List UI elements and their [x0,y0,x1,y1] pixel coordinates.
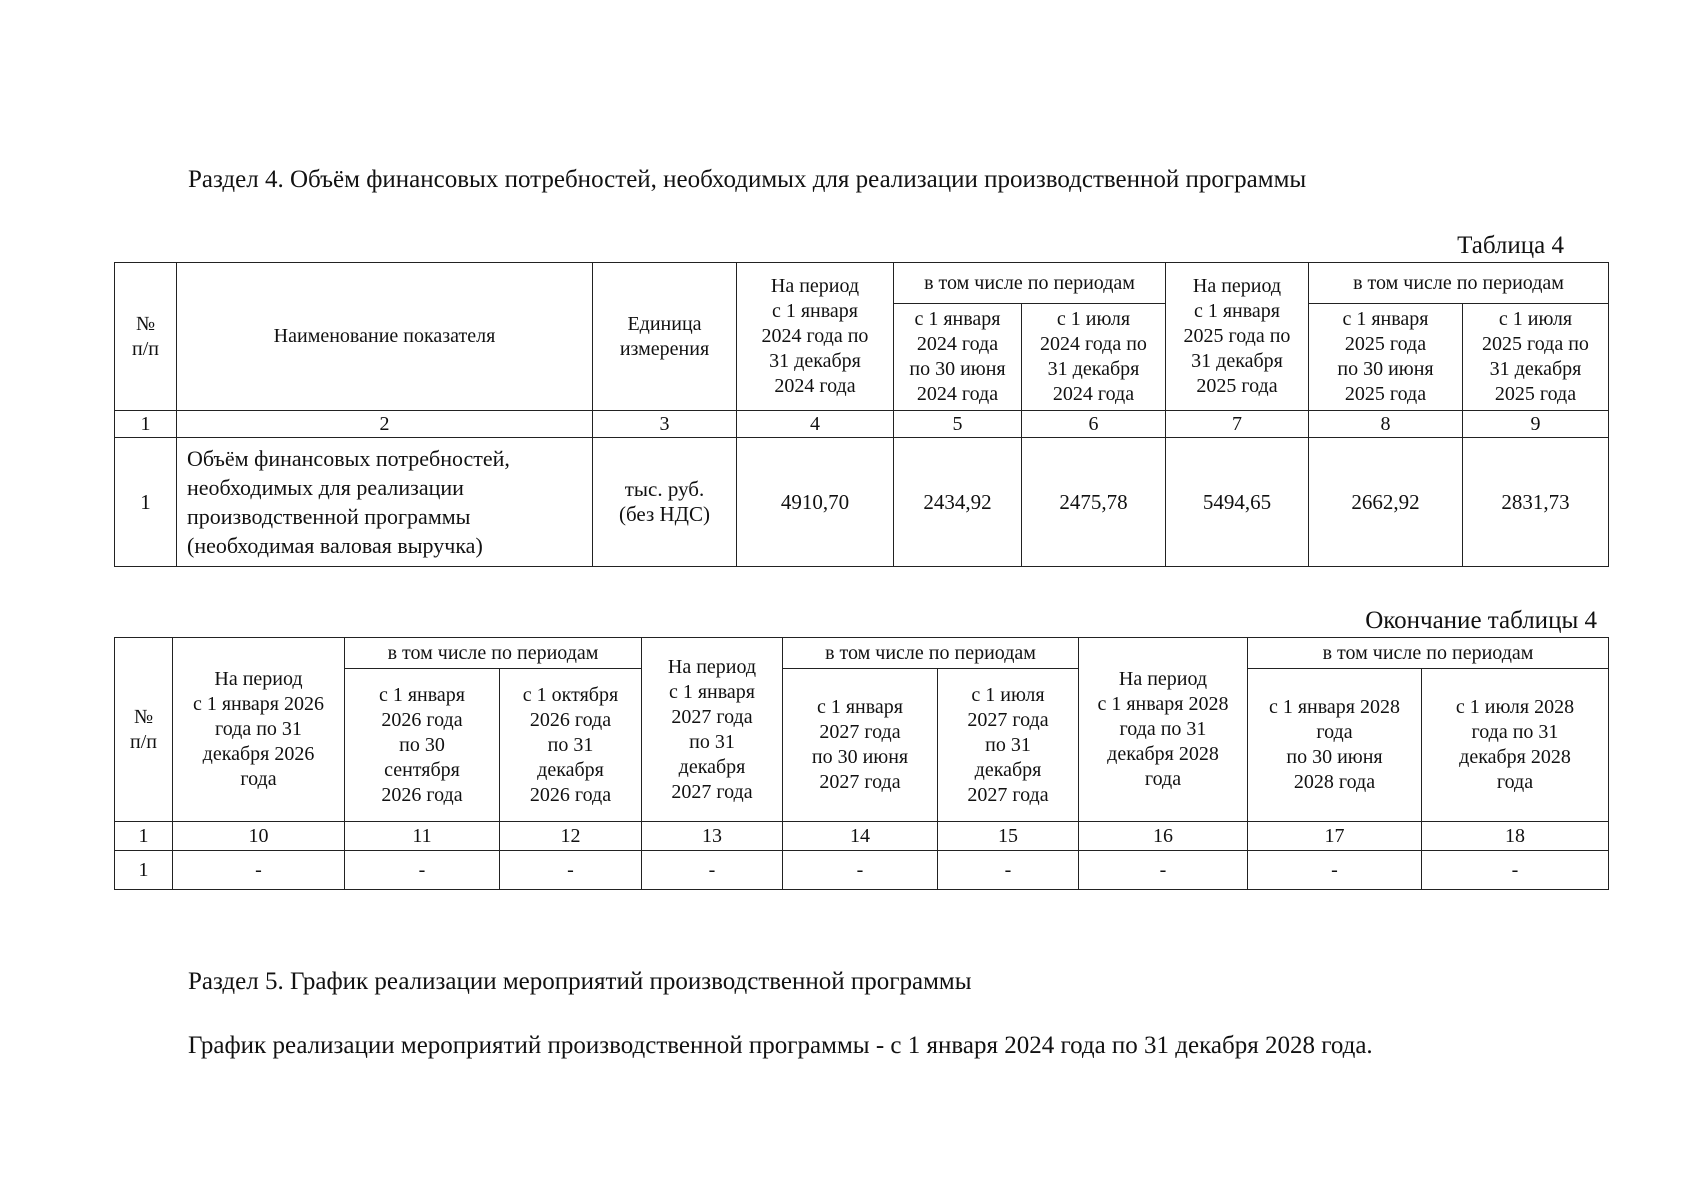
column-number: 4 [737,411,894,438]
header-period-2024: На период с 1 января 2024 года по 31 декабря 2024 года [737,263,894,411]
column-number: 8 [1309,411,1463,438]
section-5-heading: Раздел 5. График реализации мероприятий производственной программы [188,968,972,995]
section-5-text: График реализации мероприятий производственной программы - с 1 января 2024 года по 31 декабря 2028 года. [188,1032,1373,1059]
column-number-row [115,822,1609,851]
header-unit: Единица измерения [593,263,737,411]
row-num: 1 [115,851,173,890]
column-number: 16 [1079,822,1248,851]
value-period-2026: - [173,851,345,890]
value-h1-2027: - [783,851,938,890]
column-number: 14 [783,822,938,851]
header-including-2024: в том числе по периодам [894,263,1166,304]
header-including-2025: в том числе по периодам [1309,263,1609,304]
column-number: 1 [115,822,173,851]
value-period-2024: 4910,70 [737,438,894,567]
value-h1-2024: 2434,92 [894,438,1022,567]
table-row [115,851,1609,890]
value-h1-2028: - [1248,851,1422,890]
table-4-end-caption: Окончание таблицы 4 [1365,607,1597,634]
row-indicator-name: Объём финансовых потребностей, необходимых для реализации производственной программы (необходимая валовая выручка) [177,438,593,567]
column-number-row [115,411,1609,438]
header-h2-2024: с 1 июля 2024 года по 31 декабря 2024 года [1022,304,1166,411]
section-4-heading: Раздел 4. Объём финансовых потребностей, необходимых для реализации производственной программы [188,166,1307,193]
header-q1-2026: с 1 января 2026 года по 30 сентября 2026 года [345,669,500,822]
row-num: 1 [115,438,177,567]
header-q2-2026: с 1 октября 2026 года по 31 декабря 2026 года [500,669,642,822]
header-period-2027: На период с 1 января 2027 года по 31 декабря 2027 года [642,638,783,822]
value-q2-2026: - [500,851,642,890]
header-h2-2027: с 1 июля 2027 года по 31 декабря 2027 года [938,669,1079,822]
value-period-2025: 5494,65 [1166,438,1309,567]
column-number: 9 [1463,411,1609,438]
column-number: 11 [345,822,500,851]
value-h2-2025: 2831,73 [1463,438,1609,567]
table-4-caption: Таблица 4 [1457,232,1564,259]
column-number: 7 [1166,411,1309,438]
header-h2-2028: с 1 июля 2028 года по 31 декабря 2028 года [1422,669,1609,822]
header-indicator-name: Наименование показателя [177,263,593,411]
header-h1-2024: с 1 января 2024 года по 30 июня 2024 года [894,304,1022,411]
value-h2-2028: - [1422,851,1609,890]
header-num: № п/п [115,263,177,411]
header-h1-2027: с 1 января 2027 года по 30 июня 2027 года [783,669,938,822]
value-h2-2024: 2475,78 [1022,438,1166,567]
value-h2-2027: - [938,851,1079,890]
column-number: 2 [177,411,593,438]
table-4 [114,262,1609,567]
column-number: 6 [1022,411,1166,438]
column-number: 18 [1422,822,1609,851]
header-h1-2028: с 1 января 2028 года по 30 июня 2028 года [1248,669,1422,822]
header-period-2025: На период с 1 января 2025 года по 31 декабря 2025 года [1166,263,1309,411]
header-including-2026: в том числе по периодам [345,638,642,669]
row-unit: тыс. руб. (без НДС) [593,438,737,567]
value-period-2027: - [642,851,783,890]
column-number: 13 [642,822,783,851]
value-q1-2026: - [345,851,500,890]
header-period-2028: На период с 1 января 2028 года по 31 декабря 2028 года [1079,638,1248,822]
header-h2-2025: с 1 июля 2025 года по 31 декабря 2025 года [1463,304,1609,411]
column-number: 10 [173,822,345,851]
header-period-2026: На период с 1 января 2026 года по 31 декабря 2026 года [173,638,345,822]
table-4-end [114,637,1609,890]
value-h1-2025: 2662,92 [1309,438,1463,567]
column-number: 3 [593,411,737,438]
column-number: 15 [938,822,1079,851]
header-including-2027: в том числе по периодам [783,638,1079,669]
column-number: 17 [1248,822,1422,851]
header-num: № п/п [115,638,173,822]
column-number: 1 [115,411,177,438]
table-row [115,438,1609,567]
header-h1-2025: с 1 января 2025 года по 30 июня 2025 года [1309,304,1463,411]
header-including-2028: в том числе по периодам [1248,638,1609,669]
column-number: 5 [894,411,1022,438]
value-period-2028: - [1079,851,1248,890]
column-number: 12 [500,822,642,851]
